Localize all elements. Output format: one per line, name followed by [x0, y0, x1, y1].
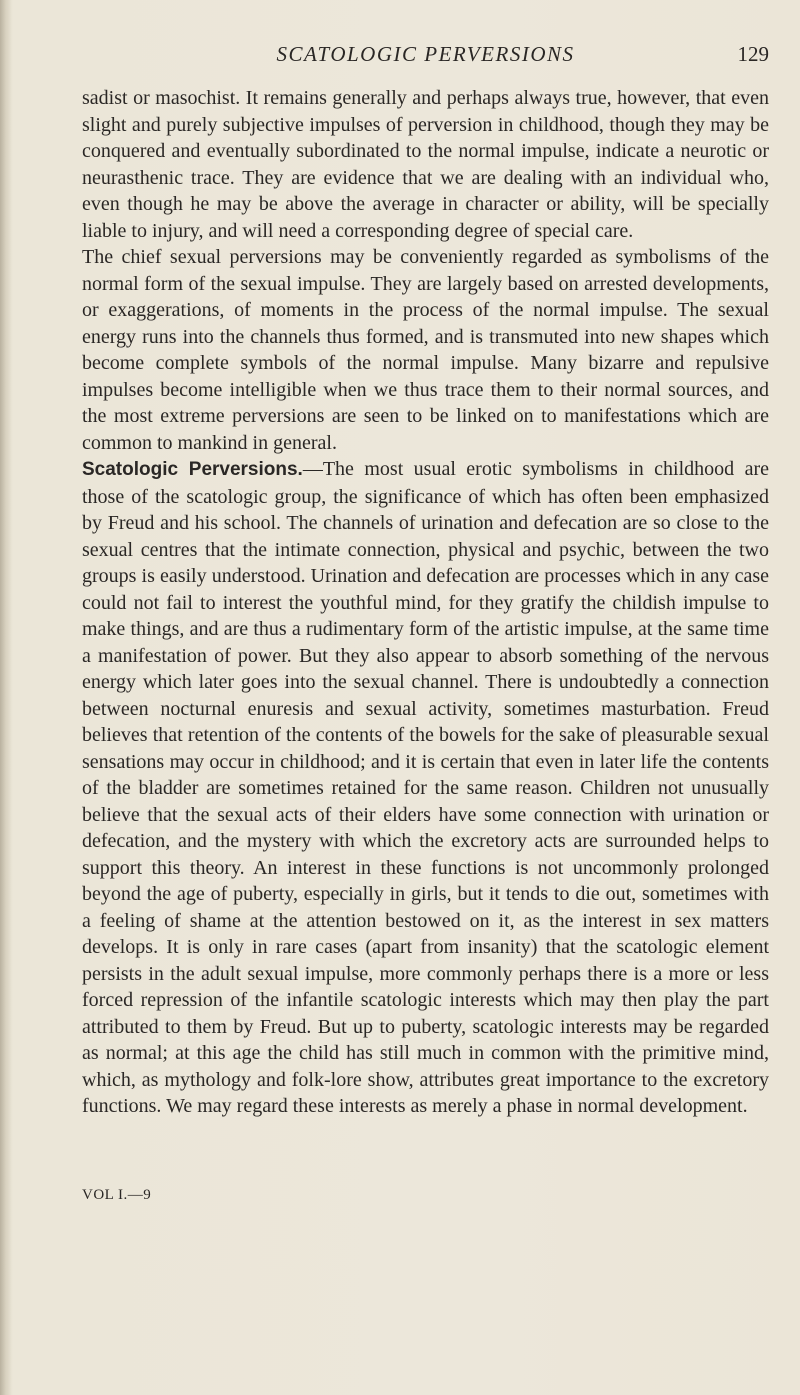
paragraph-3 [82, 456, 769, 1120]
section-heading: Scatologic Perversions. [82, 459, 303, 480]
page-gutter-shadow [0, 0, 12, 1395]
body-text [82, 85, 769, 1120]
signature-mark: VOL I.—9 [82, 1187, 152, 1203]
paragraph-1: sadist or masochist. It remains generally and perhaps always true, however, that even slight and purely subjective impulses of perversion in childhood, though they may be conquered and eventually subordinated to the normal impulse, indicate a neurotic or neurasthenic trace. They are evidence that we are dealing with an individual who, even though he may be above the average in character or ability, will be specially liable to injury, and will need a corresponding degree of special care. [82, 87, 769, 242]
running-title: SCATOLOGIC PERVERSIONS [276, 42, 575, 66]
page-number: 129 [737, 42, 769, 66]
paragraph-2: The chief sexual perversions may be conveniently regarded as symbolisms of the normal form of the sexual impulse. They are largely based on arrested developments, or exaggerations, of moments in the process of the normal impulse. The sexual energy runs into the channels thus formed, and is transmuted into new shapes which become complete symbols of the normal impulse. Many bizarre and repulsive impulses become intelligible when we thus trace them to their normal sources, and the most extreme perversions are seen to be linked on to manifestations which are common to mankind in general. [82, 246, 769, 454]
paragraph-3-text: —The most usual erotic symbolisms in childhood are those of the scatologic group, the significance of which has often been emphasized by Freud and his school. The channels of urination and defecation are so close to the sexual centres that the intimate connection, physical and psychic, between the two groups is easily understood. Urination and defecation are processes which in any case could not fail to interest the youthful mind, for they gratify the childish impulse to make things, and are thus a rudimentary form of the artistic impulse, at the same time a manifestation of power. But they also appear to absorb something of the nervous energy which later goes into the sexual channel. There is undoubtedly a connection between nocturnal enuresis and sexual activity, sometimes masturbation. Freud believes that retention of the contents of the bowels for the sake of pleasurable sexual sensations may occur in childhood; and it is certain that even in later life the contents of the bladder are sometimes retained for the same reason. Children not unusually believe that the sexual acts of their elders have some connection with urination or defecation, and the mystery with which the excretory acts are surrounded helps to support this theory. An interest in these functions is not uncommonly prolonged beyond the age of puberty, especially in girls, but it tends to die out, sometimes with a feeling of shame at the attention bestowed on it, as the interest in sex matters develops. It is only in rare cases (apart from insanity) that the scatologic element persists in the adult sexual impulse, more commonly perhaps there is a more or less forced repression of the infantile scatologic interests which may then play the part attributed to them by Freud. But up to puberty, scatologic interests may be regarded as normal; at this age the child has still much in common with the primitive mind, which, as mythology and folk-lore show, attributes great importance to the excretory functions. We may regard these interests as merely a phase in normal development. [82, 458, 769, 1117]
running-head [82, 42, 769, 72]
